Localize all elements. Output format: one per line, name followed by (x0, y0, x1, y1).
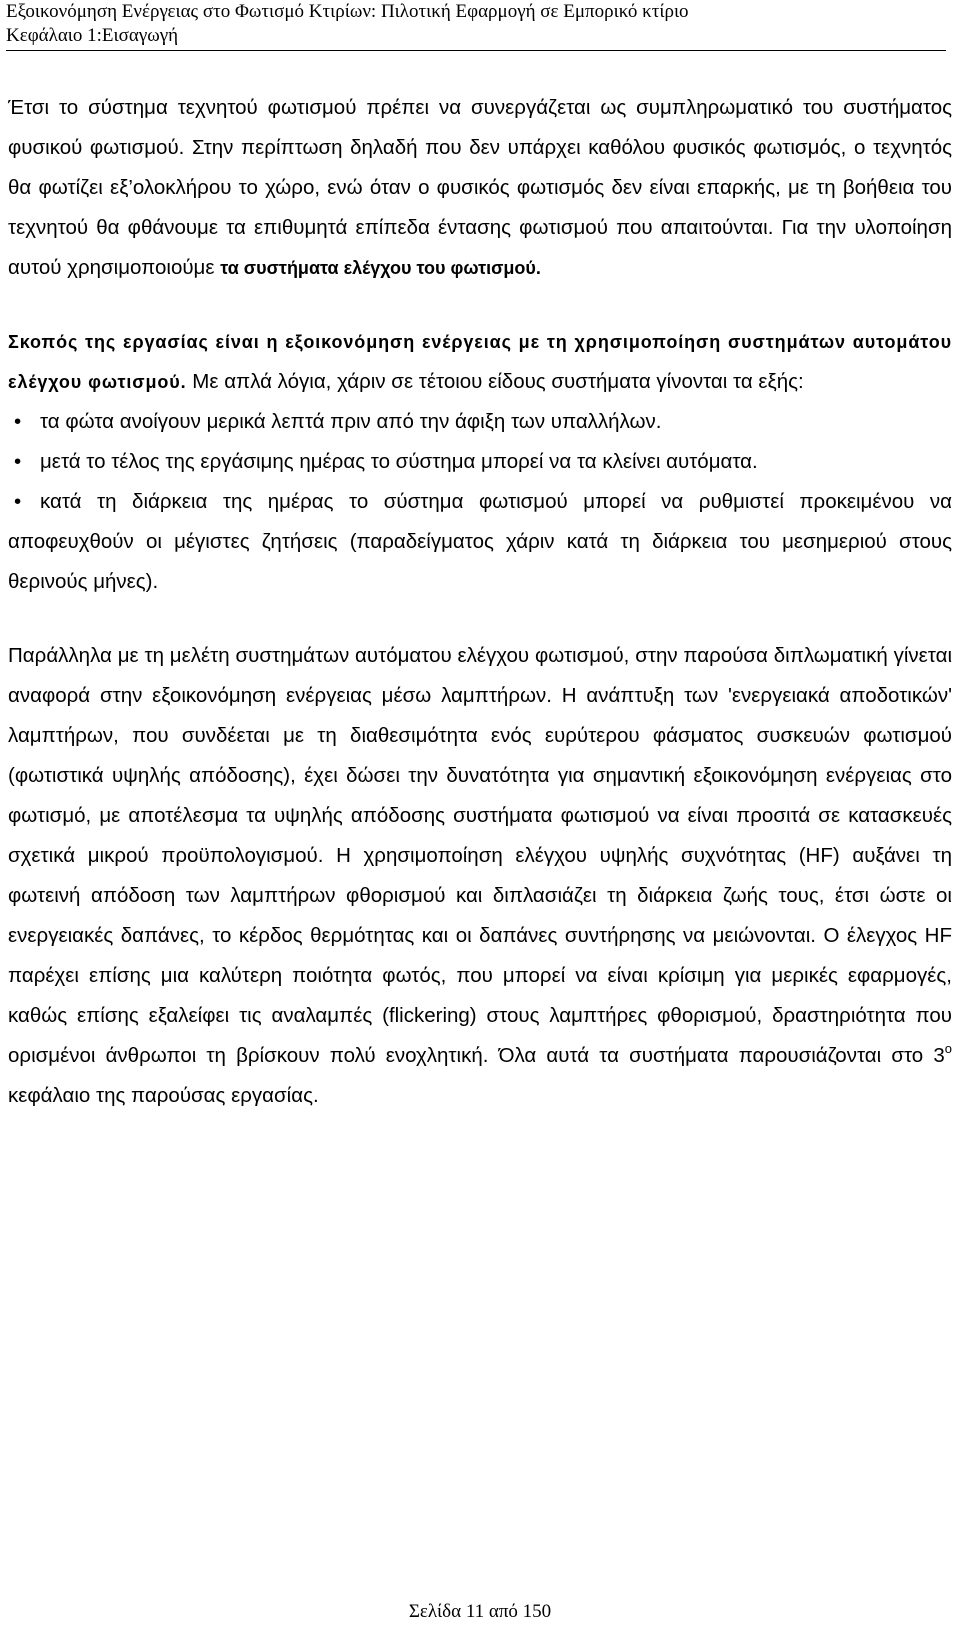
bullet-icon: • (14, 490, 22, 513)
paragraph-lamps (8, 636, 952, 1116)
header-chapter: Κεφάλαιο 1:Εισαγωγή (6, 25, 179, 46)
paragraph-intro-text: Έτσι το σύστημα τεχνητού φωτισμού πρέπει να συνεργάζεται ως συμπληρωματικό του συστήματος φυσικού φωτισμού. Στην περίπτωση δηλαδή που δεν υπάρχει καθόλου φυσικός φωτισμός, ο τεχνητός θα φωτίζει εξ’ολοκλήρου το χώρο, ενώ όταν ο φυσικός φωτισμός δεν είναι επαρκής, με τη βοήθεια του τεχνητού θα φθάνουμε τα επιθυμητά επίπεδα έντασης φωτισμού που απαιτούνται. Για την υλοποίηση αυτού χρησιμοποιούμε (8, 96, 952, 279)
page-number: Σελίδα 11 από 150 (408, 1601, 552, 1622)
list-item (8, 402, 952, 442)
list-item-text: μετά το τέλος της εργάσιμης ημέρας το σύστημα μπορεί να τα κλείνει αυτόματα. (40, 450, 758, 473)
page-footer (0, 1600, 960, 1624)
paragraph-lamps-end: κεφάλαιο της παρούσας εργασίας. (8, 1084, 319, 1107)
superscript-ordinal: ο (944, 1041, 952, 1056)
paragraph-purpose-text: Με απλά λόγια, χάριν σε τέτοιου είδους συστήματα γίνονται τα εξής: (186, 370, 804, 393)
paragraph-intro (8, 88, 952, 288)
header-title: Εξοικονόμηση Ενέργειας στο Φωτισμό Κτιρίων: Πιλοτική Εφαρμογή σε Εμπορικό κτίριο (6, 1, 689, 22)
paragraph-purpose (8, 322, 952, 402)
bullet-icon: • (14, 410, 22, 433)
list-item-text: κατά τη διάρκεια της ημέρας το σύστημα φωτισμού μπορεί να ρυθμιστεί προκειμένου να αποφευχθούν οι μέγιστες ζητήσεις (παραδείγματος χάριν κατά τη διάρκεια του μεσημεριού στους θερινούς μήνες). (8, 490, 952, 593)
list-item (8, 482, 952, 602)
list-item-text: τα φώτα ανοίγουν μερικά λεπτά πριν από την άφιξη των υπαλλήλων. (40, 410, 662, 433)
list-item (8, 442, 952, 482)
page-header (6, 0, 946, 51)
paragraph-purpose-bold: Σκοπός της εργασίας είναι η εξοικονόμηση ενέργειας με τη χρησιμοποίηση συστημάτων αυτομάτου ελέγχου φωτισμού. (8, 332, 952, 392)
bullet-list (8, 402, 952, 602)
body-text (8, 88, 952, 1116)
paragraph-intro-bold: τα συστήματα ελέγχου του φωτισμού. (220, 258, 541, 278)
paragraph-lamps-text: Παράλληλα με τη μελέτη συστημάτων αυτόματου ελέγχου φωτισμού, στην παρούσα διπλωματική γίνεται αναφορά στην εξοικονόμηση ενέργειας μέσω λαμπτήρων. Η ανάπτυξη των 'ενεργειακά αποδοτικών' λαμπτήρων, που συνδέεται με τη διαθεσιμότητα ενός ευρύτερου φάσματος συσκευών φωτισμού (φωτιστικά υψηλής απόδοσης), έχει δώσει την δυνατότητα για σημαντική εξοικονόμηση ενέργειας στο φωτισμό, με αποτέλεσμα τα υψηλής απόδοσης συστήματα φωτισμού να είναι προσιτά σε κατασκευές σχετικά μικρού προϋπολογισμού. Η χρησιμοποίηση ελέγχου υψηλής συχνότητας (HF) αυξάνει τη φωτεινή απόδοση των λαμπτήρων φθορισμού και διπλασιάζει τη διάρκεια ζωής τους, έτσι ώστε οι ενεργειακές δαπάνες, το κέρδος θερμότητας και οι δαπάνες συντήρησης να μειώνονται. Ο έλεγχος HF παρέχει επίσης μια καλύτερη ποιότητα φωτός, που μπορεί να είναι κρίσιμη για μερικές εφαρμογές, καθώς επίσης εξαλείφει τις αναλαμπές (flickering) στους λαμπτήρες φθορισμού, δραστηριότητα που ορισμένοι άνθρωποι τη βρίσκουν πολύ ενοχλητική. Όλα αυτά τα συστήματα παρουσιάζονται στο 3 (8, 644, 952, 1067)
bullet-icon: • (14, 450, 22, 473)
